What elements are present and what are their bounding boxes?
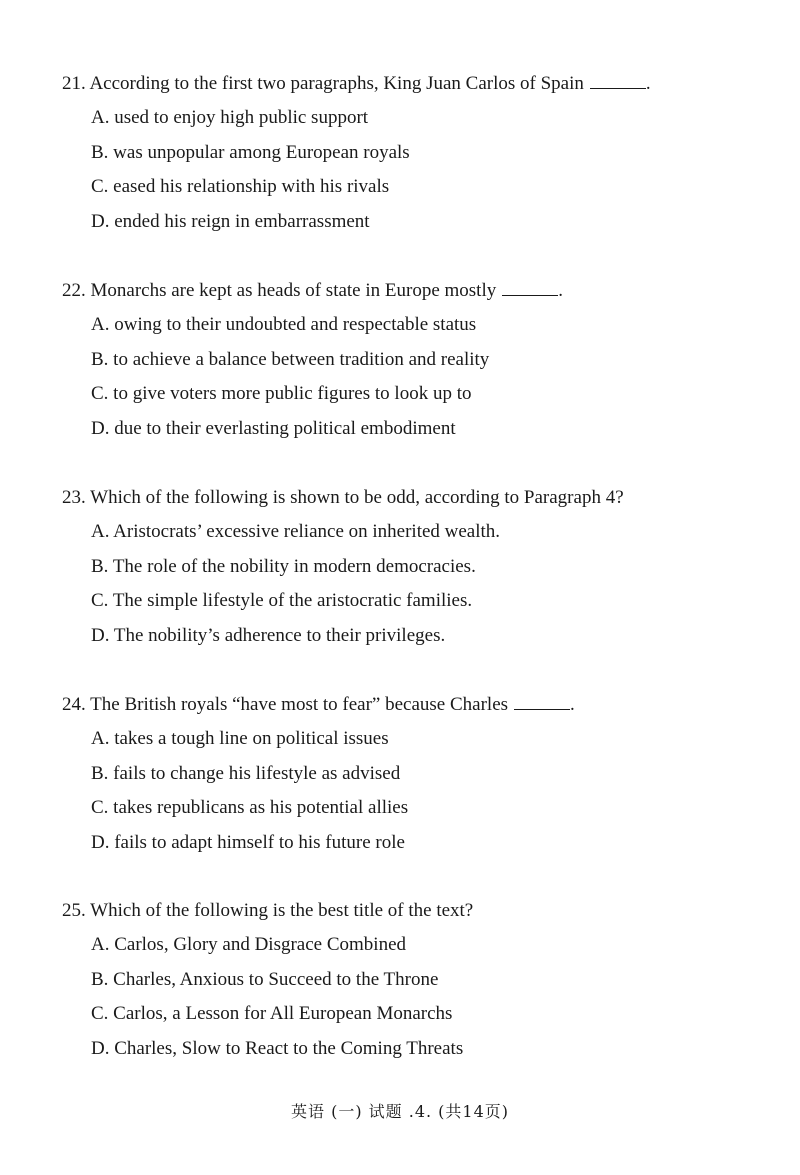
option-c: C. The simple lifestyle of the aristocratic families. xyxy=(91,590,473,611)
question-text: The British royals “have most to fear” because Charles xyxy=(90,694,509,715)
option-a: A. used to enjoy high public support xyxy=(91,107,369,128)
option-b: B. The role of the nobility in modern democracies. xyxy=(91,555,476,577)
option-list xyxy=(91,933,762,1061)
question-text: Which of the following is the best title of the text? xyxy=(90,900,474,921)
question-24 xyxy=(62,693,762,865)
question-number: 24. xyxy=(62,694,86,715)
question-23 xyxy=(62,486,762,658)
question-number: 25. xyxy=(62,900,86,921)
option-d: D. The nobility’s adherence to their privileges. xyxy=(91,624,446,646)
option-c: C. Carlos, a Lesson for All European Monarchs xyxy=(91,1003,453,1024)
question-stem xyxy=(62,279,762,303)
question-end: . xyxy=(570,694,575,715)
option-d: D. ended his reign in embarrassment xyxy=(91,210,370,232)
answer-blank xyxy=(502,279,558,296)
question-end: . xyxy=(558,280,563,301)
option-b: B. fails to change his lifestyle as advised xyxy=(91,762,401,784)
option-d: D. due to their everlasting political embodiment xyxy=(91,417,456,439)
answer-blank xyxy=(514,693,570,710)
option-c: C. takes republicans as his potential allies xyxy=(91,797,409,818)
option-list xyxy=(91,106,762,234)
question-25 xyxy=(62,899,762,1071)
option-d: D. Charles, Slow to React to the Coming Threats xyxy=(91,1037,464,1059)
option-a: A. Aristocrats’ excessive reliance on inherited wealth. xyxy=(91,521,501,542)
option-c: C. eased his relationship with his rivals xyxy=(91,176,390,197)
option-a: A. Carlos, Glory and Disgrace Combined xyxy=(91,934,407,955)
option-list xyxy=(91,313,762,441)
answer-blank xyxy=(590,72,646,89)
question-text: Monarchs are kept as heads of state in Europe mostly xyxy=(90,280,497,301)
option-b: B. was unpopular among European royals xyxy=(91,141,410,163)
question-stem xyxy=(62,72,762,96)
question-stem xyxy=(62,486,762,510)
question-21 xyxy=(62,72,762,244)
question-number: 21. xyxy=(62,73,86,94)
question-text: According to the first two paragraphs, King Juan Carlos of Spain xyxy=(89,73,584,94)
option-c: C. to give voters more public figures to look up to xyxy=(91,383,472,404)
question-stem xyxy=(62,899,762,923)
option-b: B. Charles, Anxious to Succeed to the Throne xyxy=(91,968,439,990)
option-list xyxy=(91,520,762,648)
option-d: D. fails to adapt himself to his future role xyxy=(91,831,405,853)
question-text: Which of the following is shown to be odd, according to Paragraph 4? xyxy=(90,487,624,508)
question-stem xyxy=(62,693,762,717)
option-a: A. owing to their undoubted and respectable status xyxy=(91,314,477,335)
question-22 xyxy=(62,279,762,451)
option-list xyxy=(91,727,762,855)
option-b: B. to achieve a balance between tradition and reality xyxy=(91,348,490,370)
option-a: A. takes a tough line on political issues xyxy=(91,728,389,749)
question-number: 22. xyxy=(62,280,86,301)
question-end: . xyxy=(645,73,651,94)
page-footer: 英语 (一) 试题 .4. (共14页) xyxy=(290,1102,510,1121)
question-number: 23. xyxy=(62,487,86,508)
